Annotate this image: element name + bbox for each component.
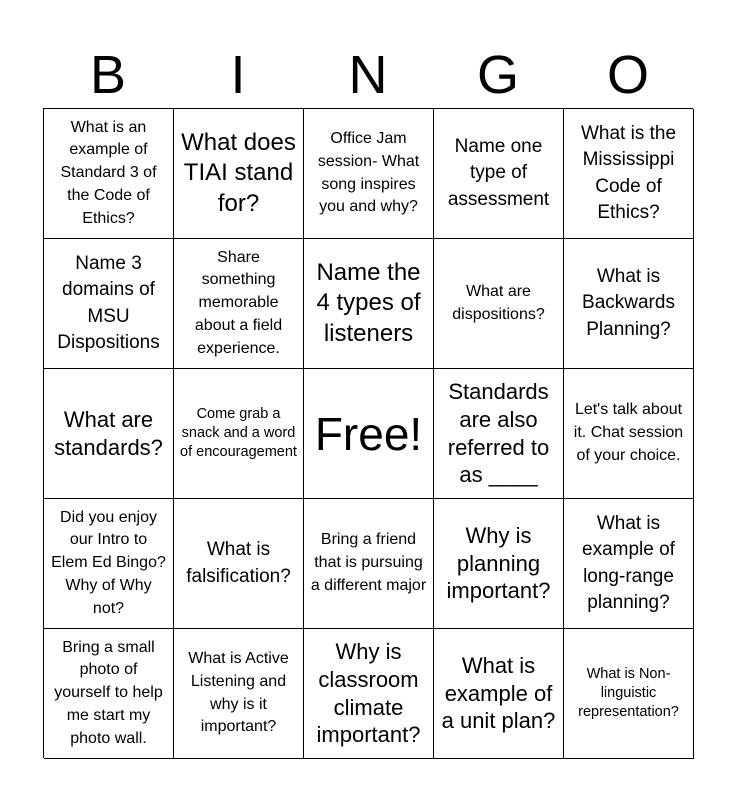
bingo-header (43, 42, 693, 108)
bingo-board (43, 108, 693, 758)
bingo-cell-r2c1[interactable]: Name 3 domains of MSU Dispositions (44, 239, 174, 369)
bingo-cell-r5c4[interactable]: What is example of a unit plan? (434, 629, 564, 759)
bingo-cell-r5c5[interactable]: What is Non-linguistic representation? (564, 629, 694, 759)
bingo-cell-r5c3[interactable]: Why is classroom climate important? (304, 629, 434, 759)
bingo-cell-r2c5[interactable]: What is Backwards Planning? (564, 239, 694, 369)
bingo-cell-r3c4[interactable]: Standards are also referred to as ____ (434, 369, 564, 499)
bingo-cell-r4c3[interactable]: Bring a friend that is pursuing a different major (304, 499, 434, 629)
header-letter-n: N (348, 45, 388, 105)
header-letter-o: O (606, 45, 649, 105)
bingo-cell-r1c3[interactable]: Office Jam session- What song inspires you and why? (304, 109, 434, 239)
bingo-cell-r3c1[interactable]: What are standards? (44, 369, 174, 499)
header-letter-g: G (476, 45, 519, 105)
bingo-cell-r1c1[interactable]: What is an example of Standard 3 of the Code of Ethics? (44, 109, 174, 239)
bingo-cell-r2c2[interactable]: Share something memorable about a field experience. (174, 239, 304, 369)
bingo-cell-r4c4[interactable]: Why is planning important? (434, 499, 564, 629)
free-space-cell[interactable]: Free! (304, 369, 434, 499)
bingo-cell-r4c5[interactable]: What is example of long-range planning? (564, 499, 694, 629)
bingo-cell-r2c3[interactable]: Name the 4 types of listeners (304, 239, 434, 369)
bingo-cell-r2c4[interactable]: What are dispositions? (434, 239, 564, 369)
bingo-cell-r1c5[interactable]: What is the Mississippi Code of Ethics? (564, 109, 694, 239)
bingo-cell-r4c2[interactable]: What is falsification? (174, 499, 304, 629)
bingo-cell-r5c2[interactable]: What is Active Listening and why is it important? (174, 629, 304, 759)
bingo-cell-r3c2[interactable]: Come grab a snack and a word of encouragement (174, 369, 304, 499)
bingo-cell-r1c4[interactable]: Name one type of assessment (434, 109, 564, 239)
header-letter-b: B (89, 45, 127, 105)
bingo-cell-r5c1[interactable]: Bring a small photo of yourself to help me start my photo wall. (44, 629, 174, 759)
bingo-cell-r3c5[interactable]: Let's talk about it. Chat session of your choice. (564, 369, 694, 499)
bingo-cell-r4c1[interactable]: Did you enjoy our Intro to Elem Ed Bingo? Why of Why not? (44, 499, 174, 629)
header-letter-i: I (230, 45, 246, 105)
bingo-cell-r1c2[interactable]: What does TIAI stand for? (174, 109, 304, 239)
